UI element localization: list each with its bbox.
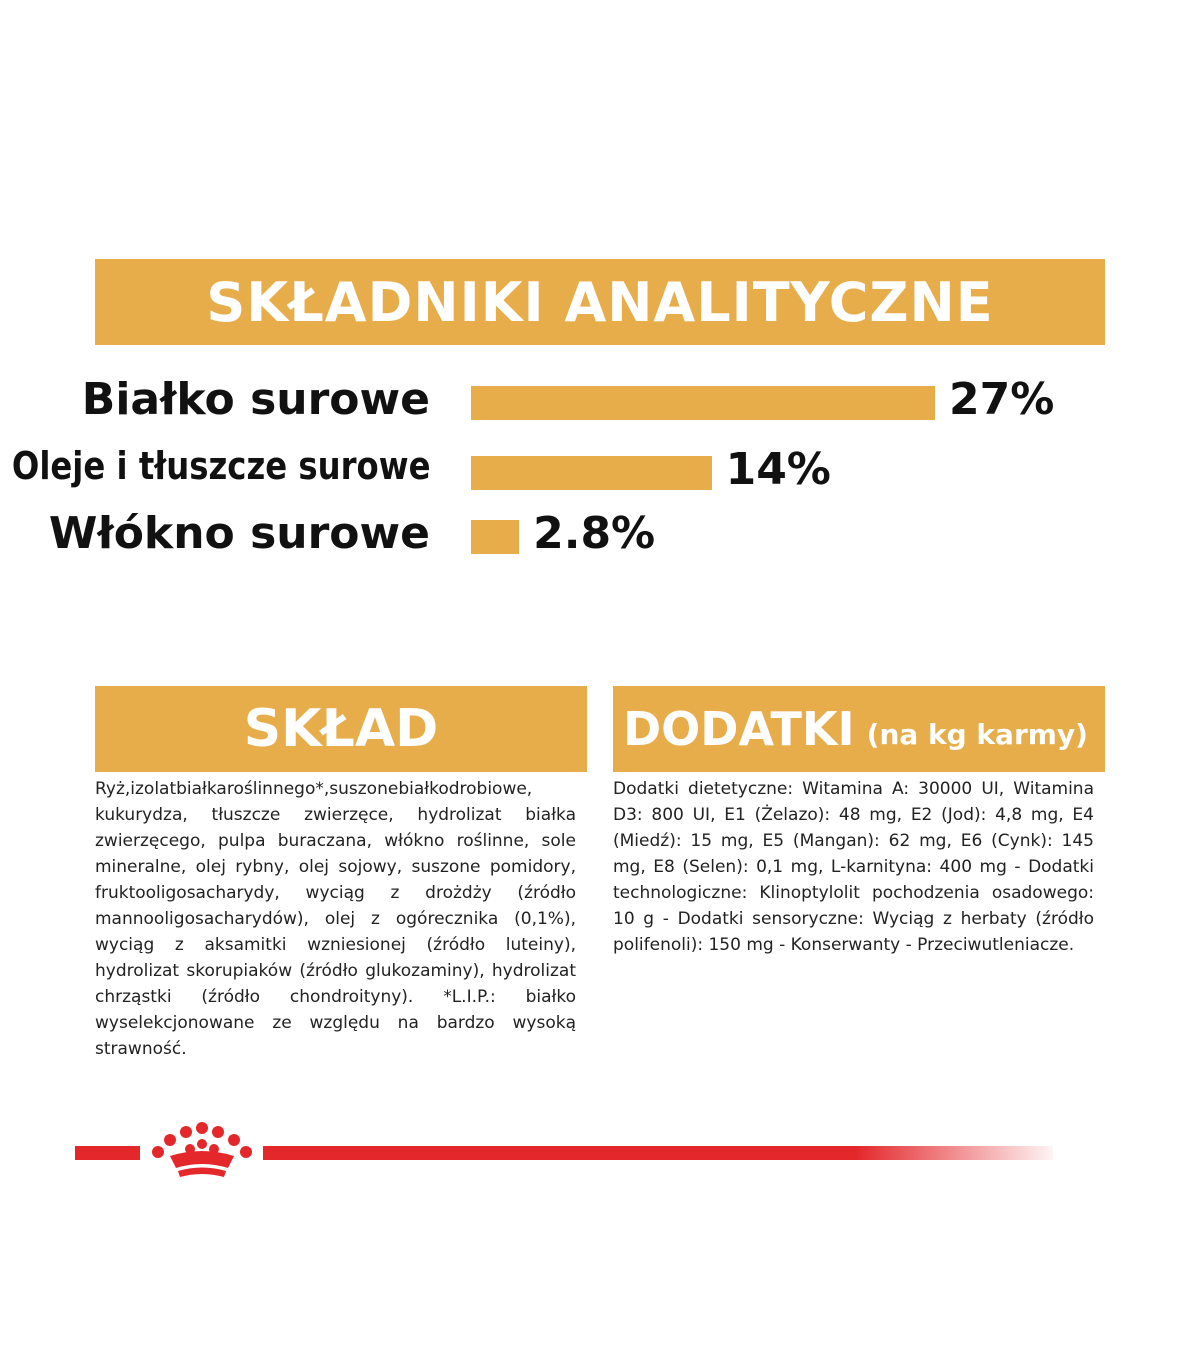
analytic-components-banner — [95, 259, 1105, 345]
crown-icon — [148, 1120, 256, 1180]
bar-value-label: 14% — [725, 444, 831, 495]
composition-banner — [95, 686, 587, 772]
bar-label: Oleje i tłuszcze surowe — [11, 444, 430, 488]
bar — [471, 386, 935, 420]
analytic-bar-chart — [11, 360, 1105, 570]
footer-line-left — [75, 1146, 140, 1160]
bar-value-label: 2.8% — [533, 508, 656, 559]
bar-label: Włókno surowe — [48, 508, 430, 559]
additives-subtitle: (na kg karmy) — [866, 717, 1088, 751]
additives-text: Dodatki dietetyczne: Witamina A: 30000 UI, Witamina D3: 800 UI, E1 (Żelazo): 48 mg, E2 (Jod): 4,8 mg, E4 (Miedź): 15 mg, E5 (Mangan): 62 mg, E6 (Cynk): 145 mg, E8 (Selen): 0,1 mg, L-karnityna: 400 mg - Dodatki technologiczne: Klinoptylolit pochodzenia osadowego: 10 g - Dodatki sensoryczne: Wyciąg z herbaty (źródło polifenoli): 150 mg - Konserwanty - Przeciwutleniacze. — [613, 779, 1094, 955]
analytic-components-title: SKŁADNIKI ANALITYCZNE — [206, 270, 994, 334]
bar-label: Białko surowe — [81, 374, 430, 425]
bar — [471, 520, 519, 554]
composition-text: Ryż,izolatbiałkaroślinnego*,suszonebiałkodrobiowe, kukurydza, tłuszcze zwierzęce, hydrolizat białka zwierzęcego, pulpa buraczana, włókno roślinne, sole mineralne, olej rybny, olej sojowy, suszone pomidory, fruktooligosacharydy, wyciąg z drożdży (źródło mannooligosacharydów), olej z ogórecznika (0,1%), wyciąg z aksamitki wzniesionej (źródło luteiny), hydrolizat skorupiaków (źródło glukozaminy), hydrolizat chrząstki (źródło chondroityny). *L.I.P.: białko wyselekcjonowane ze względu na bardzo wysoką strawność. — [95, 779, 576, 1059]
additives-title: DODATKI — [623, 702, 855, 756]
composition-title: SKŁAD — [243, 699, 439, 759]
bar-value-label: 27% — [949, 374, 1055, 425]
bar — [471, 456, 712, 490]
footer-line-right — [263, 1146, 1053, 1160]
additives-banner — [613, 686, 1105, 772]
